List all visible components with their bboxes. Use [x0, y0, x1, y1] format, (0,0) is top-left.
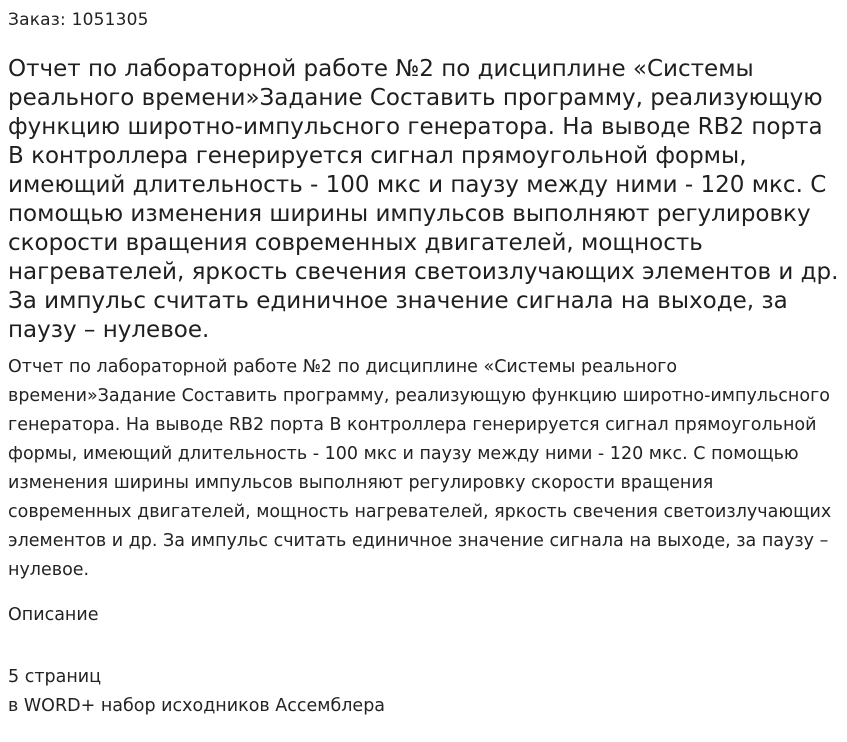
page-title: Отчет по лабораторной работе №2 по дисциплине «Системы реального времени»Задание Составить программу, реализующую функцию широтно-импульсного генератора. На выводе RB2 порта B контроллера генерируется сигнал прямоугольной формы, имеющий длительность - 100 мкс и паузу между ними - 120 мкс. С помощью изменения ширины импульсов выполняют регулировку скорости вращения современных двигателей, мощность нагревателей, яркость свечения светоизлучающих элементов и др. За импульс считать единичное значение сигнала на выходе, за паузу – нулевое. [8, 56, 839, 343]
order-body-text: Отчет по лабораторной работе №2 по дисциплине «Системы реального времени»Задание Составить программу, реализующую функцию широтно-импульсного генератора. На выводе RB2 порта B контроллера генерируется сигнал прямоугольной формы, имеющий длительность - 100 мкс и паузу между ними - 120 мкс. С помощью изменения ширины импульсов выполняют регулировку скорости вращения современных двигателей, мощность нагревателей, яркость свечения светоизлучающих элементов и др. За импульс считать единичное значение сигнала на выходе, за паузу – нулевое. [8, 357, 832, 580]
order-number: Заказ: 1051305 [8, 10, 149, 30]
description-heading: Описание [8, 605, 99, 625]
page-count: 5 страниц [8, 667, 102, 687]
order-details [8, 663, 839, 721]
format-info: в WORD+ набор исходников Ассемблера [8, 696, 386, 716]
